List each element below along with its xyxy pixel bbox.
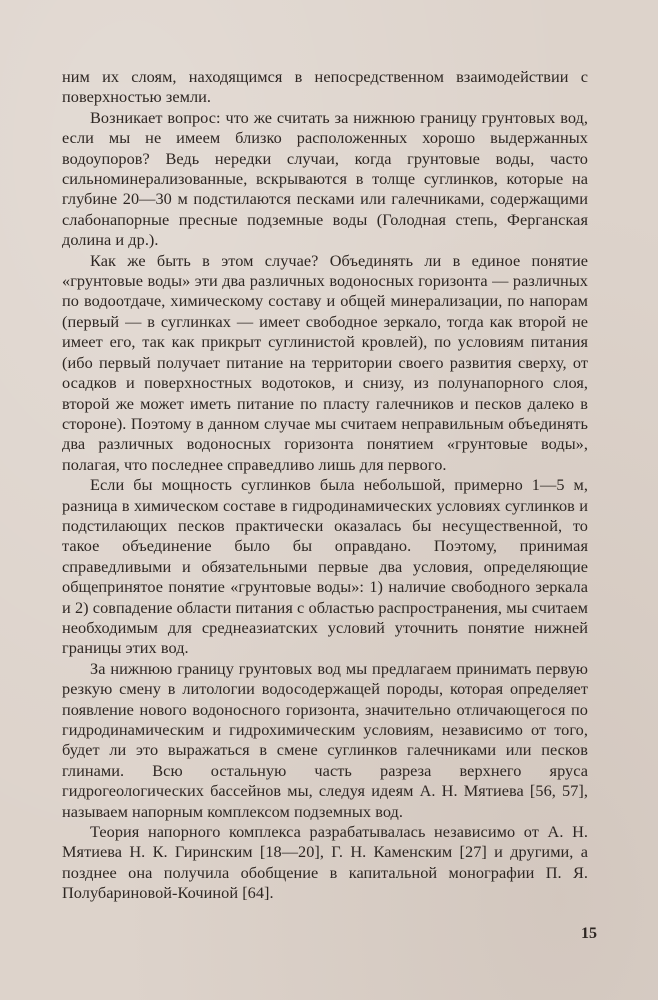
paragraph-pressure-complex-theory: Теория напорного комплекса разрабатывалась независимо от А. Н. Мятиева Н. К. Гиринским [18—20], Г. Н. Каменским [27] и другими, а позднее она получила обобщение в капитальной монографии П. Я. Полубариновой-Кочиной [64]. bbox=[62, 822, 588, 903]
paragraph-loam-thickness: Если бы мощность суглинков была небольшой, примерно 1—5 м, разница в химическом составе в гидродинамических условиях суглинков и подстилающих песков практически оказалась бы несущественной, то такое объединение было бы оправдано. Поэтому, принимая справедливыми и обязательными первые два условия, определяющие общепринятое понятие «грунтовые воды»: 1) наличие свободного зеркала и 2) совпадение области питания с областью распространения, мы считаем необходимым для среднеазиатских условий уточнить понятие нижней границы этих вод. bbox=[62, 475, 588, 658]
paragraph-boundary-definition: За нижнюю границу грунтовых вод мы предлагаем принимать первую резкую смену в литологии водосодержащей породы, которая определяет появление нового водоносного горизонта, значительно отличающегося по гидродинамическим и гидрохимическим условиям, независимо от того, будет ли это выражаться в смене суглинков галечниками или песков глинами. Всю остальную часть разреза верхнего яруса гидрогеологических бассейнов мы, следуя идеям А. Н. Мятиева [56, 57], называем напорным комплексом подземных вод. bbox=[62, 658, 588, 821]
paragraph-lower-boundary-question: Возникает вопрос: что же считать за нижнюю границу грунтовых вод, если мы не имеем близко расположенных хорошо выдержанных водоупоров? Ведь нередки случаи, когда грунтовые воды, часто сильноминерализованные, вскрываются в толще суглинков, которые на глубине 20—30 м подстилаются песками или галечниками, содержащими слабонапорные пресные подземные воды (Голодная степь, Ферганская долина и др.). bbox=[62, 107, 588, 250]
paragraph-continuation: ним их слоям, находящимся в непосредственном взаимодействии с поверхностью земли. bbox=[62, 67, 588, 107]
body-text bbox=[62, 67, 588, 904]
page-number: 15 bbox=[581, 925, 597, 942]
paragraph-combining-horizons: Как же быть в этом случае? Объединять ли в единое понятие «грунтовые воды» эти два различных водоносных горизонта — различных по водоотдаче, химическому составу и общей минерализации, по напорам (первый — в суглинках — имеет свободное зеркало, тогда как второй не имеет его, так как прикрыт суглинистой кровлей), по условиям питания (ибо первый получает питание на территории своего развития сверху, от осадков и поверхностных водотоков, и снизу, из полунапорного слоя, второй же может иметь питание по пласту галечников и песков далеко в стороне). Поэтому в данном случае мы считаем неправильным объединять два различных водоносных горизонта понятием «грунтовые воды», полагая, что последнее справедливо лишь для первого. bbox=[62, 250, 588, 474]
